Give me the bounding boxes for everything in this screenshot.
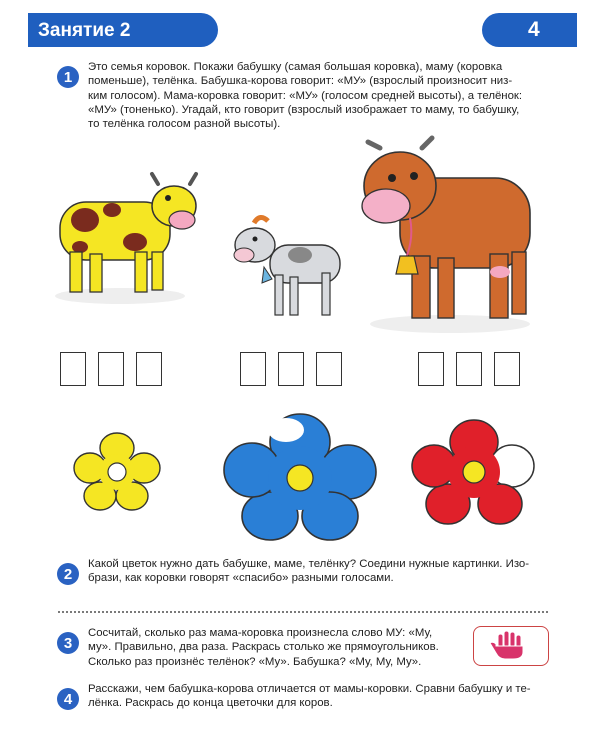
task-number-badge: 3 <box>57 632 79 654</box>
task2-line: брази, как коровки говорят «спасибо» разными голосами. <box>88 572 394 585</box>
task2-text <box>88 557 529 586</box>
answer-box[interactable] <box>136 352 162 386</box>
task4-text <box>88 682 531 711</box>
task3-line: Сосчитай, сколько раз мама-коровка произнесла слово МУ: «Му, <box>88 627 433 639</box>
task2-line: Какой цветок нужно дать бабушке, маме, телёнку? Соедини нужные картинки. Изо- <box>88 558 530 570</box>
lesson-title: Занятие 2 <box>38 20 131 41</box>
hand-icon-frame <box>473 626 549 666</box>
task-number-badge: 2 <box>57 563 79 585</box>
task4-line: лёнка. Раскрась до конца цветочки для коров. <box>88 697 333 710</box>
task3-line: му». Правильно, два раза. Раскрась столько же прямоугольников. <box>88 641 439 654</box>
answer-box[interactable] <box>60 352 86 386</box>
answer-box[interactable] <box>418 352 444 386</box>
answer-box[interactable] <box>316 352 342 386</box>
dotted-divider <box>58 611 548 613</box>
task1-line: ким голосом). Мама-коровка говорит: «МУ» (голосом средней высоты), а телёнок: <box>88 89 523 102</box>
answer-box[interactable] <box>494 352 520 386</box>
task1-line: «МУ» (тоненько). Угадай, кто говорит (взрослый изображает то маму, то бабушку, <box>88 103 520 116</box>
yellow-flower[interactable] <box>72 432 162 512</box>
task1-line: то телёнка голосом разной высоты). <box>88 118 281 131</box>
task1-line: Это семья коровок. Покажи бабушку (самая большая коровка), маму (коровка <box>88 61 503 73</box>
task1-line: поменьше), телёнка. Бабушка-корова говорит: «МУ» (взрослый произносит низ- <box>88 75 513 88</box>
answer-box[interactable] <box>456 352 482 386</box>
big-brown-cow-illustration <box>350 138 540 333</box>
task3-line: Сколько раз произнёс телёнок? «Му». Бабушка? «Му, Му, Му». <box>88 655 422 668</box>
task-number-badge: 4 <box>57 688 79 710</box>
task-number-badge: 1 <box>57 66 79 88</box>
answer-box[interactable] <box>278 352 304 386</box>
answer-box[interactable] <box>98 352 124 386</box>
blue-flower[interactable] <box>220 412 380 542</box>
yellow-spotted-cow-illustration <box>40 172 200 312</box>
answer-box[interactable] <box>240 352 266 386</box>
task1-text <box>88 60 522 131</box>
hand-icon <box>490 630 530 660</box>
page-number: 4 <box>528 18 540 41</box>
task3-text <box>88 626 439 669</box>
calf-illustration <box>230 215 350 325</box>
red-flower[interactable] <box>412 418 542 528</box>
task4-line: Расскажи, чем бабушка-корова отличается от мамы-коровки. Сравни бабушку и те- <box>88 683 531 695</box>
